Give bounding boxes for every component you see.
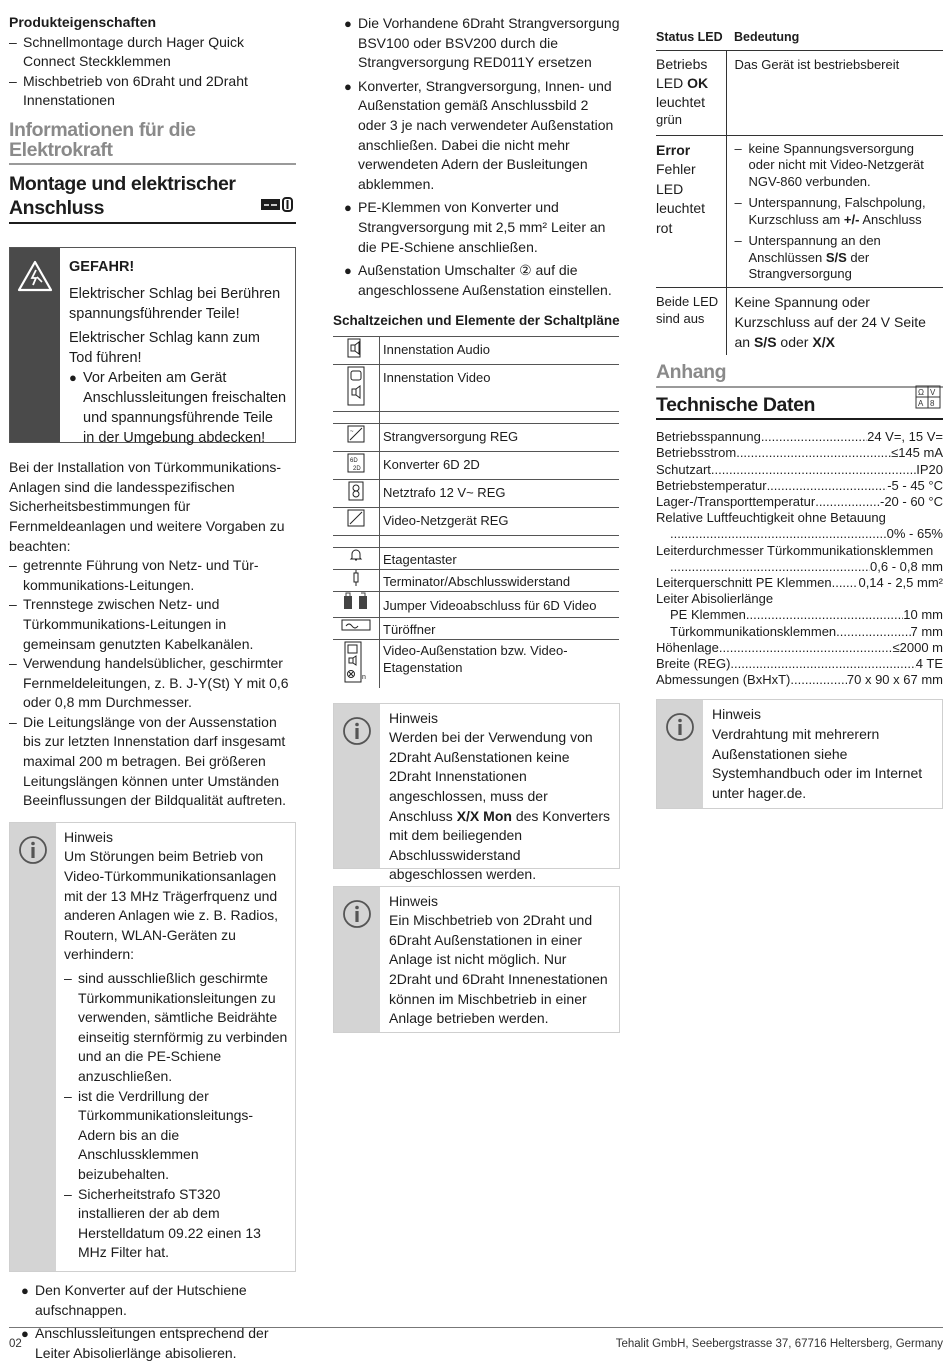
symbols-section (333, 311, 620, 1033)
list-item: – Verwendung handelsüblicher, geschirmter Fernmeldeleitungen, z. B. J-Y(St) Y mit 0,6 oder 0,8 mm Durchmesser. (9, 655, 289, 711)
list-item: – Trennstege zwischen Netz- und Türkommunikations-Leitungen in gemeinsam genutzten Kabelkanälen. (9, 596, 254, 652)
list-item: – Sicherheitstrafo ST320 installieren der ab dem Herstelldatum 09.22 einen 13 MHz Filter hat. (64, 1185, 261, 1261)
list-item: ● Außenstation Umschalter ② auf die angeschlossene Außenstation einstellen. (344, 262, 612, 298)
tech-heading (656, 387, 943, 421)
install-intro: Bei der Installation von Türkommunikations-Anlagen sind die landesspezifischen Sicherheitsbestimmungen für Fernmeldeanlagen und weitere Vorgaben zu beachten: (9, 459, 285, 554)
terminator-icon (351, 574, 361, 589)
note-text: Um Störungen beim Betrieb von Video-Türkommunikationsanlagen mit der 13 MHz Trägerfrquenz und anderen Anlagen wie z. B. Radios, Routern, WLAN-Geräten zu verhindern: (64, 848, 279, 963)
page-number: 02 (9, 1338, 22, 1350)
danger-title: GEFAHR! (69, 259, 135, 276)
info-icon (342, 899, 372, 935)
electric-warning-icon (17, 260, 53, 298)
tech-row: Betriebsstrom ..... ≤145 mA (656, 445, 943, 461)
list-item: – sind ausschließlich geschirmte Türkommunikationsleitungen zu verwenden, sämtliche Beidrähte einseitig sternförmig zu verbinden und an die PE-Schiene anzuschließen. (64, 970, 288, 1084)
table-row: n Video-Außenstation bzw. Video-Etagenstation (333, 639, 619, 688)
info-icon (18, 835, 48, 871)
video-power-icon (343, 516, 369, 531)
table-row: Error Fehler LED leuchtet rot – keine Spannungsversorgung oder nicht mit Video-Netzgerät NGV-860 verbunden. – Unterspannung, Falschpolung, Kurzschluss am +/- Anschluss – Unterspannung an den Anschlüssen S/S der Strangversorgung (656, 135, 943, 287)
danger-text: Elektrischer Schlag bei Berühren spannungsführender Teile! (69, 286, 281, 323)
tech-row: ..... 0,6 - 0,8 mm (656, 559, 943, 575)
jumper-icon (341, 600, 371, 615)
footer-address: Tehalit GmbH, Seebergstrasse 37, 67716 Heltersberg, Germany (615, 1338, 943, 1350)
note-title: Hinweis (389, 709, 439, 726)
note-title: Hinweis (389, 892, 439, 909)
note-text: Ein Mischbetrieb von 2Draht und 6Draht Außenstationen in einer Anlage ist nicht möglich. Nur 2Draht und 6Draht Innenestationen können im Mischbetrieb in einer Anlage betrieben werden. (389, 912, 608, 1027)
table-row: Status LED Bedeutung (656, 28, 943, 50)
tech-row: Breite (REG) ..... 4 TE (656, 656, 943, 672)
danger-text: Elektrischer Schlag kann zum Tod führen! (69, 330, 260, 367)
montage-title-line2: Anschluss (9, 197, 105, 220)
tech-data (656, 429, 943, 688)
tech-row: Betriebstemperatur ..... -5 - 45 °C (656, 478, 943, 494)
tech-row: Leiterdurchmesser Türkommunikationsklemmen (656, 542, 934, 558)
danger-bullet: ● Vor Arbeiten am Gerät Anschlussleitungen freischalten und spannungsführende Teile in der Umgebung abdecken! (69, 370, 287, 447)
symbols-table (333, 336, 619, 688)
table-row: Terminator/Abschlusswiderstand (333, 569, 619, 591)
svg-text:~: ~ (350, 428, 354, 435)
tech-row: Lager-/Transporttemperatur ..... -20 - 60 °C (656, 494, 943, 510)
note-text: Werden bei der Verwendung von 2Draht Außenstationen keine 2Draht Innenstationen angeschlossen, muss der Anschluss X/X Mon des Konverters mit dem beiliegenden Abschlusswiderstand abgeschlossen werden. (389, 729, 610, 883)
montage-heading (9, 172, 296, 224)
converter-icon (343, 457, 369, 477)
symbols-title: Schaltzeichen und Elemente der Schaltpläne (333, 313, 620, 328)
list-item: ● Anschlussleitungen entsprechend der Leiter Abisolierlänge abisolieren. (21, 1325, 269, 1361)
column-3 (656, 0, 943, 809)
props-title: Produkteigenschaften (9, 14, 157, 30)
section-title: Informationen für die Elektrokraft (9, 121, 296, 165)
tech-row: ..... 0% - 65% (656, 526, 943, 542)
table-row: 6D 2D Konverter 6D 2D (333, 451, 619, 479)
list-item: ● PE-Klemmen von Konverter und Strangversorgung mit 2,5 mm² Leiter an die PE-Schiene anschließen. (344, 199, 606, 255)
info-icon (665, 712, 695, 748)
svg-text:n: n (362, 673, 366, 681)
tech-row: Höhenlage ..... ≤2000 m (656, 640, 943, 656)
anhang-title: Anhang (656, 363, 943, 388)
montage-title-line1: Montage und elektrischer (9, 173, 236, 196)
table-row: Betriebs LED OK leuchtet grün Das Gerät ist bestriebsbereit (656, 50, 943, 135)
tech-row: Türkommunikationsklemmen ..... 7 mm (656, 624, 943, 640)
list-item: ● Den Konverter auf der Hutschiene aufschnappen. (21, 1281, 247, 1318)
list-item: – Mischbetrieb von 6Draht und 2Draht Innenstationen (9, 72, 248, 109)
table-row: Jumper Videoabschluss für 6D Video (333, 591, 619, 617)
status-table (656, 28, 943, 355)
tech-row: Schutzart ..... IP20 (656, 462, 943, 478)
column-2 (333, 0, 620, 300)
tech-row: Leiterquerschnitt PE Klemmen ..... 0,14 - 2,5 mm² (656, 575, 943, 591)
svg-text:Ω: Ω (918, 387, 924, 397)
tech-row: PE Klemmen ..... 10 mm (656, 607, 943, 623)
tech-row: Relative Luftfeuchtigkeit ohne Betauung (656, 510, 886, 526)
tech-row: Leiter Abisolierlänge (656, 591, 774, 607)
list-item: ● Konverter, Strangversorgung, Innen- und Außenstation gemäß Anschlussbild 2 oder 3 je nach verwendeter Außenstation anschließen. Dabei die nicht mehr verwendeten Adern der Busleitungen abklemmen. (344, 77, 614, 192)
line-supply-icon (343, 428, 369, 447)
door-opener-icon (340, 620, 372, 635)
list-item: – ist die Verdrillung der Türkommunikationsleitungs-Adern bis an die Anschlussklemmen beizubehalten. (64, 1087, 254, 1182)
video-station-icon (343, 395, 369, 410)
table-row: Beide LED sind aus Keine Spannung oder Kurzschluss auf der 24 V Seite an S/S oder X/X (656, 287, 943, 355)
table-row: Innenstation Video (333, 364, 619, 411)
note-box (333, 703, 620, 883)
transformer-icon (343, 490, 369, 505)
svg-text:8: 8 (930, 398, 935, 408)
info-icon (342, 716, 372, 752)
list-item: – Schnellmontage durch Hager Quick Connect Steckklemmen (9, 33, 245, 70)
table-row: Etagentaster (333, 547, 619, 569)
list-item: – getrennte Führung von Netz- und Tür-kommunikations-Leitungen. (9, 557, 259, 593)
table-row: Innenstation Audio (333, 336, 619, 364)
svg-text:6D: 6D (350, 457, 358, 464)
svg-text:2D: 2D (353, 465, 361, 472)
danger-box (9, 247, 296, 447)
list-item: – Unterspannung, Falschpolung, Kurzschluss am +/- Anschluss (734, 195, 926, 227)
audio-station-icon (343, 347, 369, 362)
outdoor-station-icon (341, 672, 371, 687)
column-1 (9, 0, 296, 1363)
list-item: – Unterspannung an den Anschlüssen S/S der Strangversorgung (734, 233, 881, 281)
table-row: ~ Strangversorgung REG (333, 423, 619, 451)
bell-icon (349, 550, 363, 565)
tech-row: Betriebsspannung ..... 24 V=, 15 V= (656, 429, 943, 445)
svg-text:V: V (930, 387, 936, 397)
terminal-icon (260, 196, 294, 218)
list-item: ● Die Vorhandene 6Draht Strangversorgung BSV100 oder BSV200 durch die Strangversorgung RED011Y ersetzen (344, 15, 620, 71)
tech-row: Abmessungen (BxHxT) ..... 70 x 90 x 67 mm (656, 672, 943, 688)
table-row: Türöffner (333, 617, 619, 639)
table-row: Video-Netzgerät REG (333, 507, 619, 535)
tech-title: Technische Daten (656, 393, 816, 416)
note-box (333, 886, 620, 1033)
danger-sidebar (10, 248, 60, 442)
measure-icon (915, 385, 941, 415)
note-box (9, 822, 296, 1272)
note-title: Hinweis (712, 706, 762, 723)
note-title: Hinweis (64, 828, 114, 845)
list-item: – Die Leitungslänge von der Aussenstation bis zur letzten Innenstation darf insgesamt maximal 200 m betragen. Bei größeren Leitungslängen können unter Umständen Beeinflussungen der Bildqualität auftreten. (9, 713, 287, 809)
list-item: – keine Spannungsversorgung oder nicht mit Video-Netzgerät NGV-860 verbunden. (734, 140, 924, 189)
note-box (656, 699, 943, 809)
table-row: Netztrafo 12 V~ REG (333, 479, 619, 507)
note-text: Verdrahtung mit mehrerern Außenstationen siehe Systemhandbuch oder im Internet unter hager.de. (712, 726, 923, 801)
svg-text:A: A (918, 398, 924, 408)
